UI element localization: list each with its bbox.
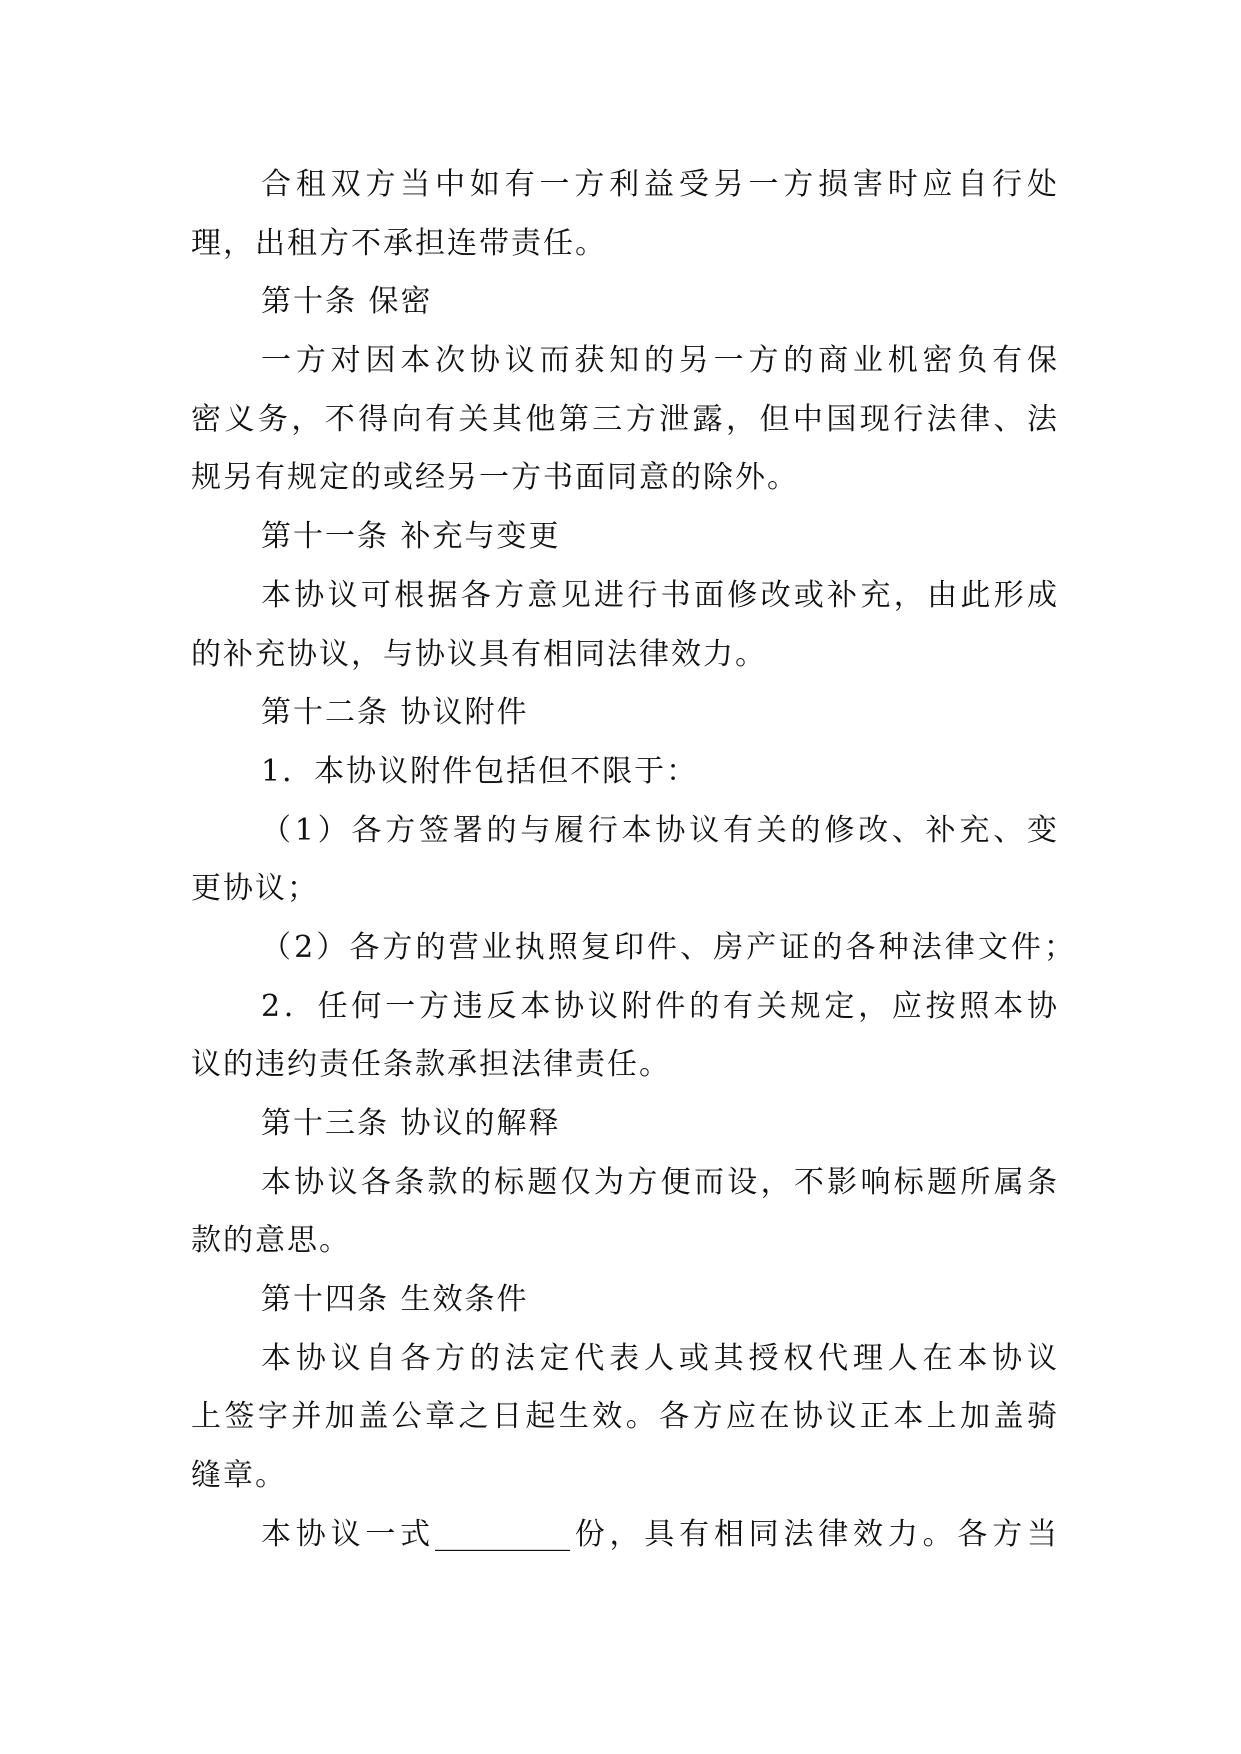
paragraph-line: 本协议各条款的标题仅为方便而设，不影响标题所属条	[261, 1164, 1057, 1200]
list-item	[191, 919, 1074, 978]
paragraph	[191, 567, 1057, 684]
paragraph-line: 理，出租方不承担连带责任。	[191, 225, 607, 261]
paragraph	[191, 1506, 1057, 1565]
clause-heading-text: 第十三条 协议的解释	[261, 1106, 561, 1141]
paragraph-line: 本协议一式_________份，具有相同法律效力。各方当	[261, 1516, 1057, 1552]
paragraph-line: 的补充协议，与协议具有相同法律效力。	[191, 636, 767, 672]
paragraph-line: 本协议自各方的法定代表人或其授权代理人在本协议	[261, 1340, 1057, 1376]
paragraph	[191, 1330, 1057, 1506]
clause-heading	[191, 684, 1057, 743]
clause-heading	[191, 273, 1057, 332]
clause-heading-text: 第十四条 生效条件	[261, 1282, 529, 1318]
paragraph-line: 密义务，不得向有关其他第三方泄露，但中国现行法律、法	[191, 401, 1057, 437]
paragraph-line: 规另有规定的或经另一方书面同意的除外。	[191, 460, 799, 496]
clause-heading-text: 第十条 保密	[261, 284, 433, 320]
paragraph-line: 本协议可根据各方意见进行书面修改或补充，由此形成	[261, 577, 1057, 613]
paragraph	[191, 332, 1057, 508]
clause-heading	[191, 1271, 1057, 1330]
clause-heading	[191, 508, 1057, 567]
paragraph-line: 一方对因本次协议而获知的另一方的商业机密负有保	[261, 343, 1057, 379]
paragraph-line: 议的违约责任条款承担法律责任。	[191, 1047, 671, 1083]
clause-heading	[191, 1095, 1057, 1154]
paragraph	[191, 156, 1057, 273]
paragraph-line: 2．任何一方违反本协议附件的有关规定，应按照本协	[261, 988, 1057, 1024]
list-item	[191, 743, 1057, 802]
list-item	[191, 802, 1057, 919]
paragraph	[191, 1154, 1057, 1271]
paragraph-line: 款的意思。	[191, 1223, 351, 1259]
clause-heading-text: 第十一条 补充与变更	[261, 519, 561, 555]
paragraph-line: 1．本协议附件包括但不限于：	[261, 753, 699, 789]
paragraph-line: 缝章。	[191, 1458, 287, 1494]
paragraph-line: （1）各方签署的与履行本协议有关的修改、补充、变	[261, 812, 1057, 848]
list-item	[191, 978, 1057, 1095]
document-body	[191, 156, 1074, 1565]
clause-heading-text: 第十二条 协议附件	[261, 695, 529, 731]
paragraph-line: （2）各方的营业执照复印件、房产证的各种法律文件；	[261, 929, 1074, 965]
paragraph-line: 更协议；	[191, 871, 319, 907]
paragraph-line: 上签字并加盖公章之日起生效。各方应在协议正本上加盖骑	[191, 1399, 1057, 1435]
paragraph-line: 合租双方当中如有一方利益受另一方损害时应自行处	[261, 167, 1057, 202]
